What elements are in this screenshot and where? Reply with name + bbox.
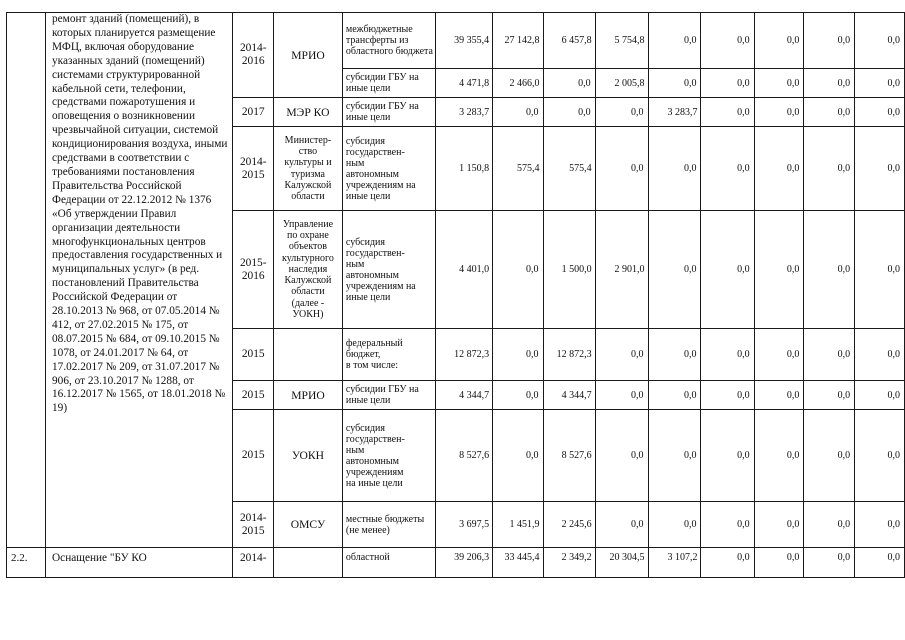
amount-cell: 2 901,0 <box>595 211 648 329</box>
amount-cell: 8 527,6 <box>543 410 595 502</box>
amount-cell: 1 500,0 <box>543 211 595 329</box>
amount-cell: 0,0 <box>595 410 648 502</box>
amount-cell: 0,0 <box>804 502 855 548</box>
executor-cell: УОКН <box>273 410 342 502</box>
amount-cell: 0,0 <box>855 127 905 211</box>
amount-cell: 0,0 <box>804 98 855 127</box>
amount-cell: 0,0 <box>493 98 543 127</box>
amount-cell: 0,0 <box>701 381 754 410</box>
table-row <box>7 548 905 578</box>
executor-cell: Министер- ство культуры и туризма Калужской области <box>273 127 342 211</box>
amount-cell: 0,0 <box>648 381 701 410</box>
amount-cell: 3 283,7 <box>436 98 493 127</box>
funding-source-cell: субсидия государствен- ным автономным учреждениям на иные цели <box>342 211 435 329</box>
executor-cell: ОМСУ <box>273 502 342 548</box>
amount-cell: 1 150,8 <box>436 127 493 211</box>
executor-cell <box>273 329 342 381</box>
amount-cell: 0,0 <box>648 410 701 502</box>
amount-cell: 0,0 <box>804 381 855 410</box>
amount-cell: 0,0 <box>754 211 804 329</box>
funding-source-cell: субсидия государствен- ным автономным учреждениям на иные цели <box>342 127 435 211</box>
amount-cell: 0,0 <box>595 381 648 410</box>
executor-cell: МРИО <box>273 13 342 98</box>
amount-cell: 0,0 <box>701 98 754 127</box>
amount-cell: 4 471,8 <box>436 69 493 98</box>
amount-cell: 0,0 <box>855 502 905 548</box>
amount-cell: 33 445,4 <box>493 548 543 578</box>
row-number-cell <box>7 13 46 548</box>
amount-cell: 0,0 <box>493 381 543 410</box>
amount-cell: 3 697,5 <box>436 502 493 548</box>
amount-cell: 0,0 <box>754 502 804 548</box>
period-cell: 2015 <box>233 381 274 410</box>
amount-cell: 0,0 <box>804 69 855 98</box>
amount-cell: 0,0 <box>855 548 905 578</box>
amount-cell: 12 872,3 <box>543 329 595 381</box>
amount-cell: 27 142,8 <box>493 13 543 69</box>
amount-cell: 0,0 <box>493 329 543 381</box>
amount-cell: 4 344,7 <box>543 381 595 410</box>
amount-cell: 0,0 <box>701 127 754 211</box>
amount-cell: 0,0 <box>648 69 701 98</box>
amount-cell: 0,0 <box>804 13 855 69</box>
amount-cell: 0,0 <box>855 329 905 381</box>
amount-cell: 3 107,2 <box>648 548 701 578</box>
amount-cell: 0,0 <box>543 98 595 127</box>
funding-source-cell: федеральный бюджет, в том числе: <box>342 329 435 381</box>
row-number-cell: 2.2. <box>7 548 46 578</box>
amount-cell: 0,0 <box>701 69 754 98</box>
amount-cell: 0,0 <box>754 548 804 578</box>
amount-cell: 6 457,8 <box>543 13 595 69</box>
amount-cell: 0,0 <box>701 548 754 578</box>
period-cell: 2014- 2015 <box>233 502 274 548</box>
amount-cell: 20 304,5 <box>595 548 648 578</box>
funding-source-cell: субсидии ГБУ на иные цели <box>342 69 435 98</box>
amount-cell: 0,0 <box>804 329 855 381</box>
amount-cell: 39 355,4 <box>436 13 493 69</box>
amount-cell: 575,4 <box>493 127 543 211</box>
amount-cell: 0,0 <box>804 211 855 329</box>
table-row <box>7 13 905 69</box>
amount-cell: 0,0 <box>754 13 804 69</box>
amount-cell: 0,0 <box>754 98 804 127</box>
amount-cell: 0,0 <box>701 329 754 381</box>
period-cell: 2015 <box>233 410 274 502</box>
period-cell: 2015 <box>233 329 274 381</box>
amount-cell: 1 451,9 <box>493 502 543 548</box>
amount-cell: 0,0 <box>855 410 905 502</box>
amount-cell: 4 344,7 <box>436 381 493 410</box>
period-cell: 2017 <box>233 98 274 127</box>
executor-cell: МЭР КО <box>273 98 342 127</box>
amount-cell: 0,0 <box>648 211 701 329</box>
amount-cell: 0,0 <box>648 13 701 69</box>
period-cell: 2014- 2015 <box>233 127 274 211</box>
amount-cell: 0,0 <box>855 381 905 410</box>
amount-cell: 0,0 <box>595 127 648 211</box>
measure-description: ремонт зданий (помещений), в которых планируется размещение МФЦ, включая оборудование указанных зданий (помещений) системами структурированной кабельной сети, телефонии, средствами пожаротушения и оповещения о возникновении чрезвычайной ситуации, системой кондиционирования воздуха, иными средствами в соответствии с требованиями постановления Правительства Российской Федерации от 22.12.2012 № 1376 «Об утверждении Правил организации деятельности многофункциональных центров предоставления государственных и муниципальных услуг» (в ред. постановлений Правительства Российской Федерации от 28.10.2013 № 968, от 07.05.2014 № 412, от 27.02.2015 № 175, от 08.07.2015 № 684, от 09.10.2015 № 1078, от 24.01.2017 № 64, от 17.02.2017 № 209, от 31.07.2017 № 906, от 23.10.2017 № 1288, от 16.12.2017 № 1565, от 18.01.2018 № 19) <box>46 13 233 548</box>
amount-cell: 0,0 <box>701 410 754 502</box>
period-cell: 2014- <box>233 548 274 578</box>
amount-cell: 0,0 <box>804 548 855 578</box>
amount-cell: 3 283,7 <box>648 98 701 127</box>
amount-cell: 0,0 <box>648 329 701 381</box>
amount-cell: 575,4 <box>543 127 595 211</box>
amount-cell: 0,0 <box>804 410 855 502</box>
amount-cell: 5 754,8 <box>595 13 648 69</box>
amount-cell: 0,0 <box>754 381 804 410</box>
amount-cell: 0,0 <box>804 127 855 211</box>
amount-cell: 12 872,3 <box>436 329 493 381</box>
budget-table <box>6 12 905 578</box>
amount-cell: 0,0 <box>701 211 754 329</box>
amount-cell: 0,0 <box>595 502 648 548</box>
funding-source-cell: межбюджетные трансферты из областного бюджета <box>342 13 435 69</box>
amount-cell: 2 245,6 <box>543 502 595 548</box>
amount-cell: 0,0 <box>595 329 648 381</box>
amount-cell: 0,0 <box>754 329 804 381</box>
funding-source-cell: областной <box>342 548 435 578</box>
amount-cell: 2 005,8 <box>595 69 648 98</box>
amount-cell: 0,0 <box>701 13 754 69</box>
amount-cell: 0,0 <box>855 211 905 329</box>
funding-source-cell: субсидия государствен- ным автономным учреждениям на иные цели <box>342 410 435 502</box>
period-cell: 2014- 2016 <box>233 13 274 98</box>
amount-cell: 4 401,0 <box>436 211 493 329</box>
amount-cell: 0,0 <box>754 69 804 98</box>
funding-source-cell: местные бюджеты (не менее) <box>342 502 435 548</box>
funding-source-cell: субсидии ГБУ на иные цели <box>342 98 435 127</box>
amount-cell: 2 349,2 <box>543 548 595 578</box>
amount-cell: 0,0 <box>648 502 701 548</box>
amount-cell: 0,0 <box>648 127 701 211</box>
amount-cell: 0,0 <box>701 502 754 548</box>
amount-cell: 39 206,3 <box>436 548 493 578</box>
executor-cell <box>273 548 342 578</box>
amount-cell: 0,0 <box>855 69 905 98</box>
measure-description: Оснащение "БУ КО <box>46 548 233 578</box>
amount-cell: 0,0 <box>493 410 543 502</box>
amount-cell: 0,0 <box>855 13 905 69</box>
executor-cell: МРИО <box>273 381 342 410</box>
amount-cell: 0,0 <box>595 98 648 127</box>
amount-cell: 0,0 <box>754 127 804 211</box>
amount-cell: 8 527,6 <box>436 410 493 502</box>
amount-cell: 2 466,0 <box>493 69 543 98</box>
period-cell: 2015- 2016 <box>233 211 274 329</box>
executor-cell: Управление по охране объектов культурного наследия Калужской области (далее - УОКН) <box>273 211 342 329</box>
amount-cell: 0,0 <box>543 69 595 98</box>
amount-cell: 0,0 <box>855 98 905 127</box>
amount-cell: 0,0 <box>493 211 543 329</box>
amount-cell: 0,0 <box>754 410 804 502</box>
funding-source-cell: субсидии ГБУ на иные цели <box>342 381 435 410</box>
